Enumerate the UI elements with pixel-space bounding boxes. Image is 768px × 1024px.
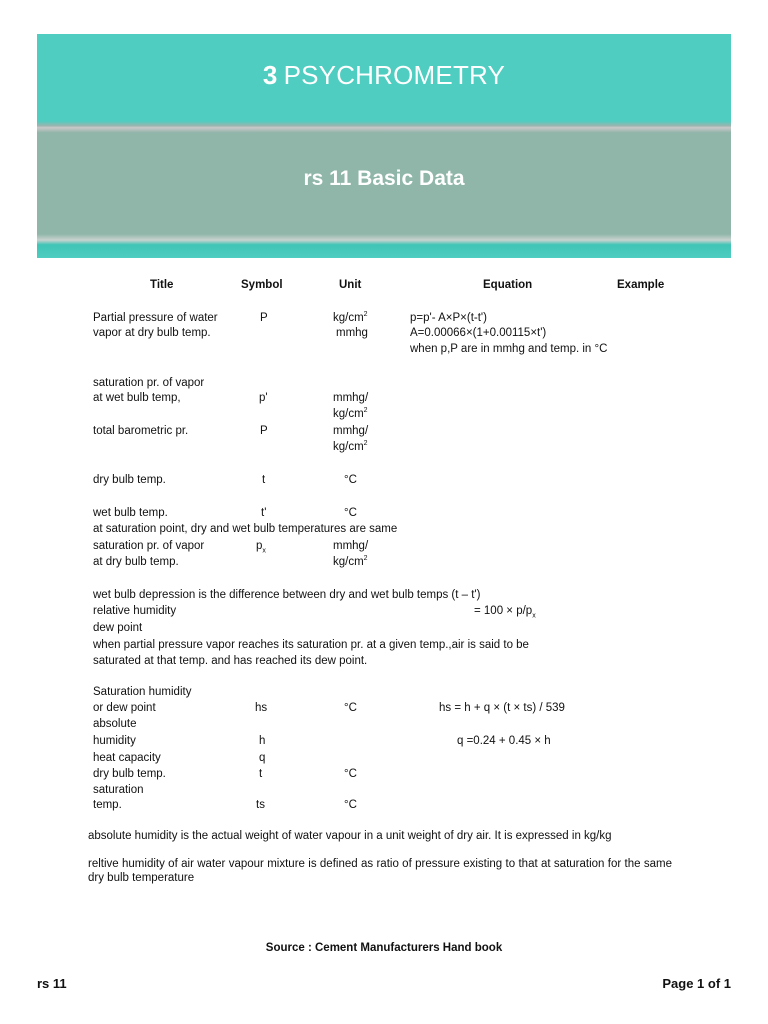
note-dew-point: when partial pressure vapor reaches its saturation pr. at a given temp.,air is said to be	[93, 639, 529, 651]
row-equation: = $100 \times p/p_x$	[474, 605, 536, 620]
chapter-name: PSYCHROMETRY	[283, 60, 506, 90]
row-unit: $kg/cm^2$	[333, 555, 368, 568]
row-title: vapor at dry bulb temp.	[93, 327, 211, 339]
footer-page-number: Page 1 of 1	[662, 976, 731, 991]
row-symbol: p'	[259, 392, 268, 404]
col-equation: Equation	[483, 279, 533, 291]
row-title: Saturation humidity	[93, 686, 192, 698]
col-example: Example	[617, 279, 665, 291]
row-unit: $kg/cm^2$	[333, 311, 368, 324]
row-unit: °C	[344, 768, 357, 780]
chapter-title	[37, 60, 731, 91]
divider-band	[37, 121, 731, 133]
row-equation: A=0.00066×(1+0.00115×t')	[410, 327, 547, 339]
row-title: humidity	[93, 735, 136, 747]
row-title: dew point	[93, 622, 143, 634]
row-symbol: ts	[256, 799, 265, 811]
row-title: Partial pressure of water	[93, 312, 218, 324]
note-saturation-point: at saturation point, dry and wet bulb temperatures are same	[93, 523, 398, 535]
section-banner	[37, 133, 731, 234]
source-note: Source : Cement Manufacturers Hand book	[265, 942, 503, 954]
row-title: at wet bulb temp,	[93, 392, 181, 404]
row-title: temp.	[93, 799, 122, 811]
row-symbol: t	[262, 474, 266, 486]
row-title: at dry bulb temp.	[93, 556, 179, 568]
row-unit: °C	[344, 507, 357, 519]
col-title: Title	[150, 279, 174, 291]
col-unit: Unit	[339, 279, 362, 291]
row-equation-note: when p,P are in mmhg and temp. in °C	[410, 343, 608, 355]
chapter-banner	[37, 34, 731, 121]
row-title: dry bulb temp.	[93, 474, 166, 486]
row-symbol: q	[259, 752, 266, 764]
row-title: dry bulb temp.	[93, 768, 166, 780]
footer-doc-id: rs 11	[37, 976, 67, 991]
row-title: saturation	[93, 784, 144, 796]
row-unit: °C	[344, 799, 357, 811]
row-unit: $kg/cm^2$	[333, 440, 368, 453]
section-title: rs 11 Basic Data	[303, 167, 465, 190]
row-symbol: t'	[261, 507, 267, 519]
row-symbol: P	[260, 425, 268, 437]
row-unit: mmhg	[336, 327, 368, 339]
row-title: heat capacity	[93, 752, 161, 764]
row-equation: hs = h + q × (t × ts) / 539	[439, 702, 565, 714]
paragraph-absolute-humidity: absolute humidity is the actual weight of water vapour in a unit weight of dry air. It is expressed in kg/kg	[88, 830, 612, 842]
row-unit: $kg/cm^2$	[333, 407, 368, 420]
note-wet-bulb-depression: wet bulb depression is the difference between dry and wet bulb temps (t – t')	[93, 589, 481, 601]
note-dew-point: saturated at that temp. and has reached its dew point.	[93, 655, 368, 667]
paragraph-relative-humidity: reltive humidity of air water vapour mixture is defined as ratio of pressure existing to that at saturation for the same dry bulb temperature	[88, 858, 672, 884]
row-title: or dew point	[93, 702, 156, 714]
row-unit: mmhg/	[333, 392, 369, 404]
row-symbol: P	[260, 312, 268, 324]
row-unit: mmhg/	[333, 425, 369, 437]
row-unit: mmhg/	[333, 540, 369, 552]
row-title: absolute	[93, 718, 137, 730]
chapter-number: 3	[262, 60, 278, 90]
row-unit: °C	[344, 474, 357, 486]
row-equation: q =0.24 + 0.45 × h	[457, 735, 551, 747]
row-title: relative humidity	[93, 605, 177, 617]
col-symbol: Symbol	[241, 279, 283, 291]
row-unit: °C	[344, 702, 357, 714]
row-symbol: h	[259, 735, 266, 747]
row-symbol: t	[259, 768, 263, 780]
row-symbol: $p_x$	[256, 540, 266, 555]
row-title: saturation pr. of vapor	[93, 377, 205, 389]
row-title: total barometric pr.	[93, 425, 189, 437]
row-title: wet bulb temp.	[93, 507, 168, 519]
row-equation: p=p'- A×P×(t-t')	[410, 312, 487, 324]
divider-band-lower	[37, 234, 731, 258]
row-symbol: hs	[255, 702, 268, 714]
row-title: saturation pr. of vapor	[93, 540, 205, 552]
